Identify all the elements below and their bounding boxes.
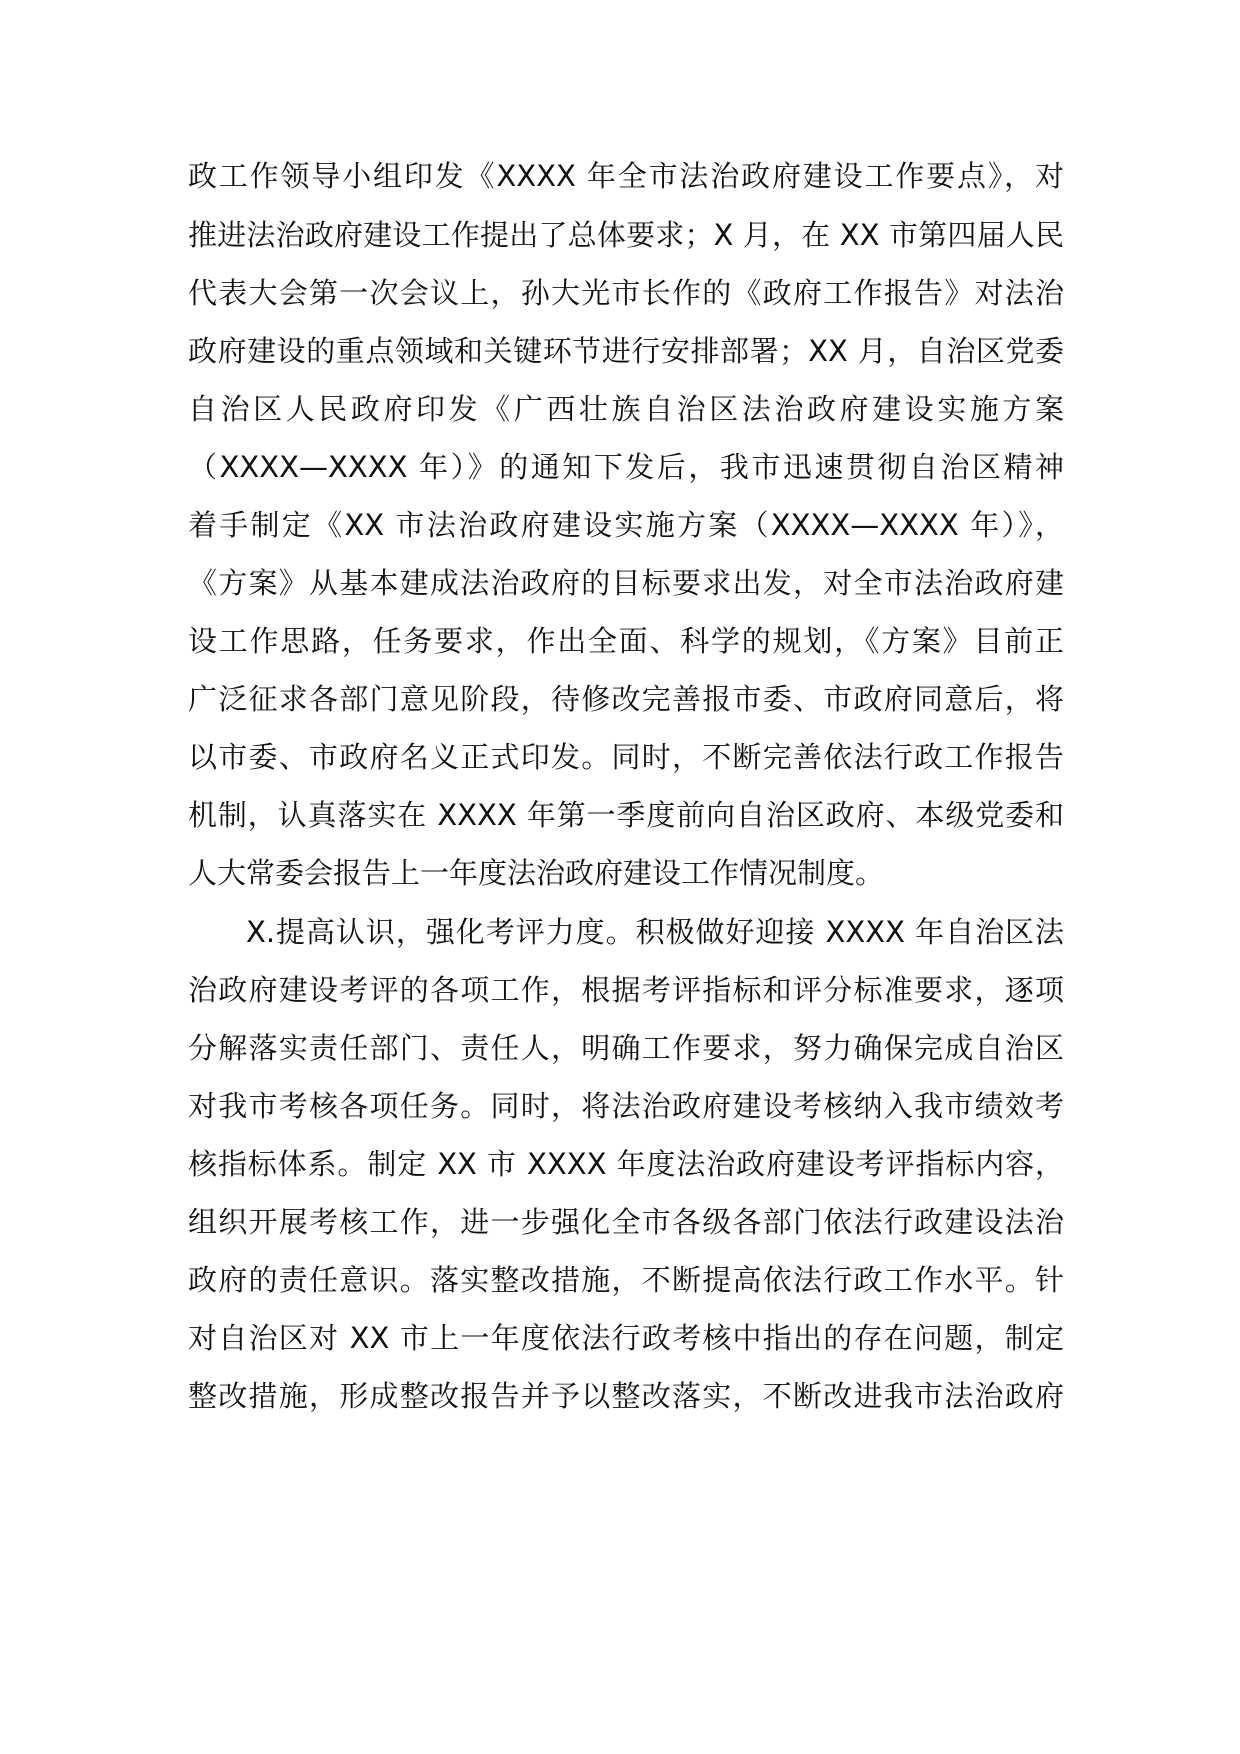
paragraph-1-line-4: 政府建设的重点领域和关键环节进行安排部署；XX 月，自治区党委 xyxy=(188,334,1064,368)
paragraph-1-line-10: 广泛征求各部门意见阶段，待修改完善报市委、市政府同意后，将 xyxy=(188,682,1064,716)
paragraph-1-line-11: 以市委、市政府名义正式印发。同时，不断完善依法行政工作报告 xyxy=(188,740,1064,774)
paragraph-1-line-1: 政工作领导小组印发《XXXX 年全市法治政府建设工作要点》，对 xyxy=(188,159,1064,193)
paragraph-1-line-12: 机制，认真落实在 XXXX 年第一季度前向自治区政府、本级党委和 xyxy=(188,798,1064,832)
paragraph-1-line-8: 《方案》从基本建成法治政府的目标要求出发，对全市法治政府建 xyxy=(188,566,1064,600)
paragraph-1-line-3: 代表大会第一次会议上，孙大光市长作的《政府工作报告》对法治 xyxy=(188,276,1064,310)
paragraph-1-line-2: 推进法治政府建设工作提出了总体要求；X 月，在 XX 市第四届人民 xyxy=(188,218,1064,252)
paragraph-2-line-3: 分解落实责任部门、责任人，明确工作要求，努力确保完成自治区 xyxy=(188,1031,1064,1065)
paragraph-2-line-1: X.提高认识，强化考评力度。积极做好迎接 XXXX 年自治区法 xyxy=(246,915,1064,949)
paragraph-1-line-13: 人大常委会报告上一年度法治政府建设工作情况制度。 xyxy=(188,856,885,890)
paragraph-2-line-2: 治政府建设考评的各项工作，根据考评指标和评分标准要求，逐项 xyxy=(188,973,1064,1007)
paragraph-2-line-6: 组织开展考核工作，进一步强化全市各级各部门依法行政建设法治 xyxy=(188,1205,1064,1239)
paragraph-2-line-4: 对我市考核各项任务。同时，将法治政府建设考核纳入我市绩效考 xyxy=(188,1089,1064,1123)
paragraph-2-line-9: 整改措施，形成整改报告并予以整改落实，不断改进我市法治政府 xyxy=(188,1379,1064,1413)
paragraph-1-line-6: （XXXX—XXXX 年）》的通知下发后，我市迅速贯彻自治区精神 xyxy=(188,450,1064,484)
paragraph-2-line-7: 政府的责任意识。落实整改措施，不断提高依法行政工作水平。针 xyxy=(188,1263,1064,1297)
paragraph-1-line-7: 着手制定《XX 市法治政府建设实施方案（XXXX—XXXX 年）》， xyxy=(188,508,1064,542)
paragraph-2-line-8: 对自治区对 XX 市上一年度依法行政考核中指出的存在问题，制定 xyxy=(188,1321,1064,1355)
paragraph-1-line-9: 设工作思路，任务要求，作出全面、科学的规划，《方案》目前正 xyxy=(188,624,1064,658)
paragraph-2-line-5: 核指标体系。制定 XX 市 XXXX 年度法治政府建设考评指标内容， xyxy=(188,1147,1064,1181)
paragraph-1-line-5: 自治区人民政府印发《广西壮族自治区法治政府建设实施方案 xyxy=(188,392,1064,426)
